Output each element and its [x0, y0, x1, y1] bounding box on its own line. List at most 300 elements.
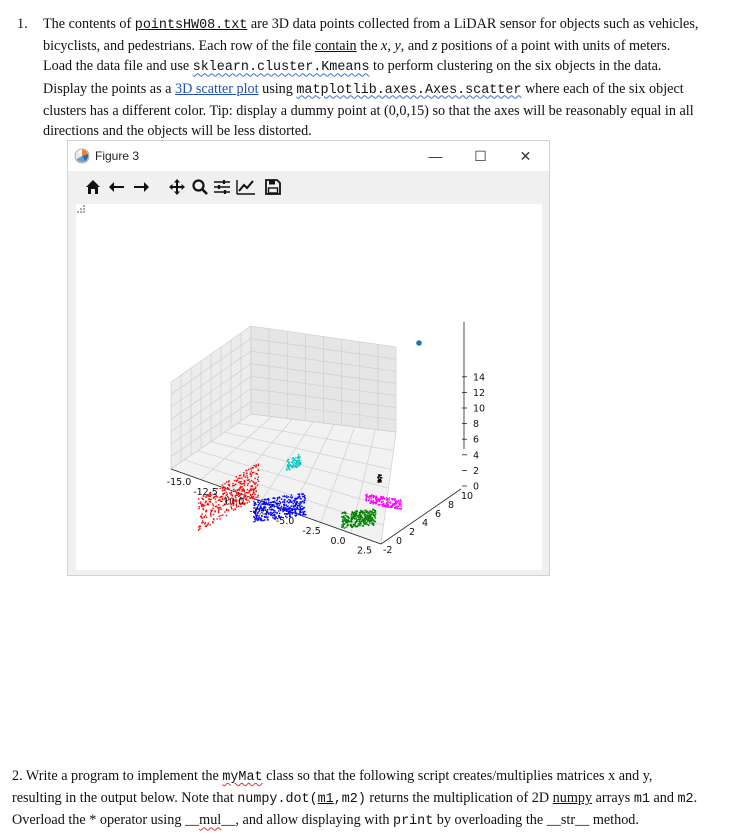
data-point [398, 508, 399, 509]
data-point [284, 495, 285, 496]
data-point [303, 493, 304, 494]
data-point [302, 496, 303, 497]
data-point [292, 457, 293, 458]
data-point [374, 516, 375, 517]
data-point [268, 512, 269, 513]
data-point [292, 462, 293, 463]
data-point [286, 501, 287, 502]
data-point [299, 456, 300, 457]
plot-canvas[interactable] [76, 204, 542, 570]
data-point [371, 498, 372, 499]
data-point [249, 481, 250, 482]
data-point [278, 510, 279, 511]
data-point [277, 507, 278, 508]
data-point [208, 523, 209, 524]
data-point [247, 485, 248, 486]
data-point [291, 494, 292, 495]
data-point [286, 509, 287, 510]
data-point [371, 523, 372, 524]
data-point [257, 473, 258, 474]
x-tick-label: -10.0 [219, 496, 245, 508]
data-point [250, 495, 251, 496]
data-point [258, 504, 259, 505]
data-point [291, 467, 292, 468]
data-point [343, 520, 344, 521]
data-point [210, 513, 211, 514]
data-point [215, 506, 216, 507]
data-point [236, 493, 237, 494]
data-point [371, 517, 372, 518]
data-point [253, 521, 254, 522]
data-point [227, 487, 228, 488]
data-point [372, 512, 373, 513]
data-point [254, 465, 255, 466]
data-point [345, 522, 346, 523]
data-point [286, 495, 287, 496]
data-point [219, 516, 220, 517]
data-point [222, 514, 223, 515]
data-point [389, 499, 390, 500]
data-point [275, 512, 276, 513]
data-point [236, 481, 237, 482]
data-point [255, 502, 256, 503]
data-point [300, 511, 301, 512]
data-point [401, 501, 402, 502]
data-point [261, 520, 262, 521]
data-point [346, 519, 347, 520]
data-point [362, 521, 363, 522]
data-point [257, 479, 258, 480]
data-point [298, 456, 299, 457]
data-point [255, 504, 256, 505]
data-point [360, 521, 361, 522]
data-point [364, 514, 365, 515]
data-point [373, 509, 374, 510]
data-point [229, 492, 230, 493]
data-point [272, 515, 273, 516]
y-tick-label: -2 [383, 545, 393, 556]
data-point [291, 508, 292, 509]
data-point [295, 512, 296, 513]
data-point [373, 519, 374, 520]
data-point [369, 517, 370, 518]
data-point [302, 501, 303, 502]
data-point [264, 519, 265, 520]
data-point [380, 498, 381, 499]
data-point [301, 493, 302, 494]
data-point [289, 507, 290, 508]
data-point [240, 486, 241, 487]
data-point [251, 489, 252, 490]
data-point [360, 510, 361, 511]
data-point [282, 511, 283, 512]
data-point [355, 517, 356, 518]
data-point [300, 508, 301, 509]
data-point [262, 520, 263, 521]
data-point [303, 514, 304, 515]
data-point [209, 501, 210, 502]
data-point [258, 481, 259, 482]
data-point [213, 514, 214, 515]
data-point [355, 522, 356, 523]
data-point [240, 483, 241, 484]
data-point [365, 518, 366, 519]
data-point [304, 507, 305, 508]
data-point [376, 497, 377, 498]
zoom-icon[interactable] [189, 176, 211, 198]
question-2 [12, 766, 704, 833]
data-point [273, 512, 274, 513]
data-point [273, 501, 274, 502]
data-point [288, 468, 289, 469]
data-point [241, 483, 242, 484]
mymat-code: myMat [222, 770, 263, 785]
data-point [297, 505, 298, 506]
data-point [387, 499, 388, 500]
data-point [353, 513, 354, 514]
edit-axes-icon[interactable] [235, 176, 257, 198]
data-point [200, 501, 201, 502]
x-tick-label: -7.5 [249, 506, 268, 518]
data-point [250, 486, 251, 487]
data-point [279, 505, 280, 506]
dot-code: numpy.dot( [237, 792, 318, 808]
data-point [268, 514, 269, 515]
data-point [198, 502, 199, 503]
data-point [290, 497, 291, 498]
z-tick-label: 8 [473, 419, 480, 431]
data-point [247, 492, 248, 493]
data-point [203, 505, 204, 506]
data-point [375, 497, 376, 498]
data-point [275, 502, 276, 503]
data-point [289, 462, 290, 463]
data-point [229, 480, 230, 481]
data-point [293, 503, 294, 504]
data-point [222, 488, 223, 489]
data-point [295, 506, 296, 507]
data-point [257, 500, 258, 501]
data-point [290, 499, 291, 500]
maximize-button[interactable]: ☐ [474, 147, 487, 164]
data-point [299, 504, 300, 505]
data-point [233, 509, 234, 510]
q2-text: returns the multiplication of 2D [365, 790, 553, 807]
y-tick-label: 10 [461, 491, 474, 502]
data-point [389, 506, 390, 507]
title-bar[interactable] [68, 141, 549, 171]
contain-word: contain [314, 38, 357, 55]
q2-text: __, and allow displaying with [221, 812, 394, 829]
data-point [232, 485, 233, 486]
data-point [271, 504, 272, 505]
data-point [345, 527, 346, 528]
data-point [269, 509, 270, 510]
data-point [272, 498, 273, 499]
scatter-plot-link[interactable]: 3D scatter plot [175, 80, 259, 97]
data-point [244, 493, 245, 494]
data-point [392, 499, 393, 500]
data-point [267, 519, 268, 520]
data-point [239, 481, 240, 482]
data-point [201, 506, 202, 507]
data-point [294, 502, 295, 503]
forward-arrow-icon[interactable] [130, 176, 152, 198]
close-button[interactable]: ✕ [519, 147, 532, 164]
data-point [391, 507, 392, 508]
data-point [366, 499, 367, 500]
data-point [301, 506, 302, 507]
data-point [255, 520, 256, 521]
home-icon[interactable] [82, 176, 104, 198]
data-point [284, 499, 285, 500]
z-tick-label: 4 [473, 450, 480, 462]
pan-icon[interactable] [166, 176, 188, 198]
data-point [243, 483, 244, 484]
y-tick-label: 6 [435, 509, 442, 520]
data-point [382, 506, 383, 507]
data-point [264, 502, 265, 503]
data-point [255, 482, 256, 483]
resize-grip-icon[interactable] [76, 204, 86, 214]
data-point [224, 487, 225, 488]
data-point [354, 512, 355, 513]
dot-code: , [333, 792, 342, 808]
data-point [239, 475, 240, 476]
data-point [373, 524, 374, 525]
data-point [244, 496, 245, 497]
axes-scatter-code: matplotlib.axes.Axes.scatter [296, 82, 522, 98]
data-point [288, 466, 289, 467]
data-point [378, 475, 379, 476]
data-point [378, 479, 379, 480]
q1-text: using [258, 80, 297, 97]
data-point [386, 502, 387, 503]
data-point [359, 520, 360, 521]
data-point [204, 523, 205, 524]
data-point [365, 523, 366, 524]
data-point [351, 518, 352, 519]
data-point [256, 464, 257, 465]
data-point [293, 458, 294, 459]
data-point [374, 521, 375, 522]
data-point [373, 500, 374, 501]
data-point [228, 510, 229, 511]
data-point [218, 508, 219, 509]
data-point [297, 508, 298, 509]
data-point [366, 497, 367, 498]
data-point [347, 522, 348, 523]
data-point [345, 515, 346, 516]
data-point [269, 504, 270, 505]
data-point [222, 484, 223, 485]
data-point [392, 504, 393, 505]
data-point [247, 480, 248, 481]
data-point [374, 512, 375, 513]
data-point [206, 510, 207, 511]
minimize-button[interactable]: — [428, 148, 443, 164]
data-point [277, 499, 278, 500]
data-point [352, 512, 353, 513]
data-point [220, 515, 221, 516]
data-point [235, 490, 236, 491]
data-point [226, 481, 227, 482]
data-point [255, 497, 256, 498]
data-point [299, 460, 300, 461]
data-point [215, 498, 216, 499]
data-point [282, 509, 283, 510]
data-point [247, 483, 248, 484]
data-point [390, 502, 391, 503]
data-point [284, 502, 285, 503]
data-point [348, 517, 349, 518]
data-point [398, 506, 399, 507]
data-point [226, 515, 227, 516]
data-point [252, 498, 253, 499]
data-point [355, 514, 356, 515]
data-point [291, 505, 292, 506]
data-point [237, 479, 238, 480]
data-point [387, 506, 388, 507]
data-point [246, 492, 247, 493]
data-point [360, 523, 361, 524]
data-point [374, 496, 375, 497]
data-point [373, 503, 374, 504]
data-point [255, 466, 256, 467]
scatter-3d-plot [76, 204, 542, 570]
q1-text: The contents of [43, 16, 135, 32]
data-point [205, 515, 206, 516]
data-point [232, 483, 233, 484]
data-point [258, 502, 259, 503]
data-point [246, 473, 247, 474]
data-point [266, 502, 267, 503]
data-point [198, 498, 199, 499]
data-point [206, 526, 207, 527]
data-point [284, 510, 285, 511]
data-point [212, 522, 213, 523]
data-point [289, 510, 290, 511]
data-point [350, 525, 351, 526]
data-point [288, 509, 289, 510]
data-point [286, 497, 287, 498]
data-point [369, 503, 370, 504]
data-point [364, 512, 365, 513]
data-point [353, 516, 354, 517]
data-point [252, 472, 253, 473]
q2-text: class so that the following script creates/multiplies matrices x and y, resulting in the output below. Note that [12, 768, 653, 807]
data-point [359, 515, 360, 516]
data-point [203, 504, 204, 505]
data-point [353, 525, 354, 526]
data-point [287, 506, 288, 507]
data-point [251, 474, 252, 475]
var-z: z [431, 38, 438, 55]
data-point [369, 510, 370, 511]
data-point [241, 481, 242, 482]
numpy-word: numpy [552, 790, 593, 807]
data-point [366, 522, 367, 523]
data-point [199, 506, 200, 507]
z-tick-label: 2 [473, 465, 480, 477]
data-point [292, 512, 293, 513]
data-point [257, 518, 258, 519]
data-point [290, 464, 291, 465]
x-tick-label: -12.5 [193, 486, 218, 498]
data-point [238, 482, 239, 483]
data-point [293, 464, 294, 465]
data-point [385, 503, 386, 504]
data-point [263, 501, 264, 502]
data-point [274, 506, 275, 507]
data-point [289, 501, 290, 502]
data-point [245, 476, 246, 477]
data-point [289, 469, 290, 470]
data-point [243, 472, 244, 473]
data-point [218, 509, 219, 510]
data-point [241, 493, 242, 494]
data-point [345, 512, 346, 513]
data-point [257, 496, 258, 497]
back-arrow-icon[interactable] [106, 176, 128, 198]
data-point [365, 520, 366, 521]
data-point [246, 475, 247, 476]
data-point [279, 503, 280, 504]
data-point [372, 496, 373, 497]
data-point [296, 507, 297, 508]
data-point [207, 503, 208, 504]
data-point [253, 491, 254, 492]
data-point [217, 518, 218, 519]
q2-text: . Overload the * operator using __ [12, 790, 698, 829]
data-point [379, 480, 380, 481]
data-point [276, 504, 277, 505]
data-point [241, 477, 242, 478]
data-point [293, 500, 294, 501]
data-point [265, 499, 266, 500]
mul-word: mul [199, 812, 222, 829]
data-point [365, 516, 366, 517]
data-point [369, 513, 370, 514]
data-point [299, 502, 300, 503]
data-point [342, 527, 343, 528]
data-point [344, 517, 345, 518]
data-point [303, 512, 304, 513]
data-point [218, 510, 219, 511]
data-point [218, 512, 219, 513]
q2-text: arrays [592, 790, 634, 807]
data-point [347, 525, 348, 526]
data-point [364, 518, 365, 519]
data-point [300, 514, 301, 515]
data-point [254, 478, 255, 479]
data-point [295, 509, 296, 510]
data-point [239, 478, 240, 479]
data-point [286, 469, 287, 470]
data-point [293, 505, 294, 506]
data-point [297, 497, 298, 498]
subplots-icon[interactable] [211, 176, 233, 198]
save-icon[interactable] [262, 176, 284, 198]
data-point [257, 520, 258, 521]
data-point [372, 510, 373, 511]
navigation-toolbar [68, 171, 549, 203]
data-point [208, 504, 209, 505]
q1-text: are 3D data points collected from a LiDAR sensor for objects such as vehicles, bicyclists, and pedestrians. Each row of the file [43, 16, 699, 55]
str-word: str [560, 812, 576, 829]
data-point [378, 474, 379, 475]
data-point [254, 494, 255, 495]
